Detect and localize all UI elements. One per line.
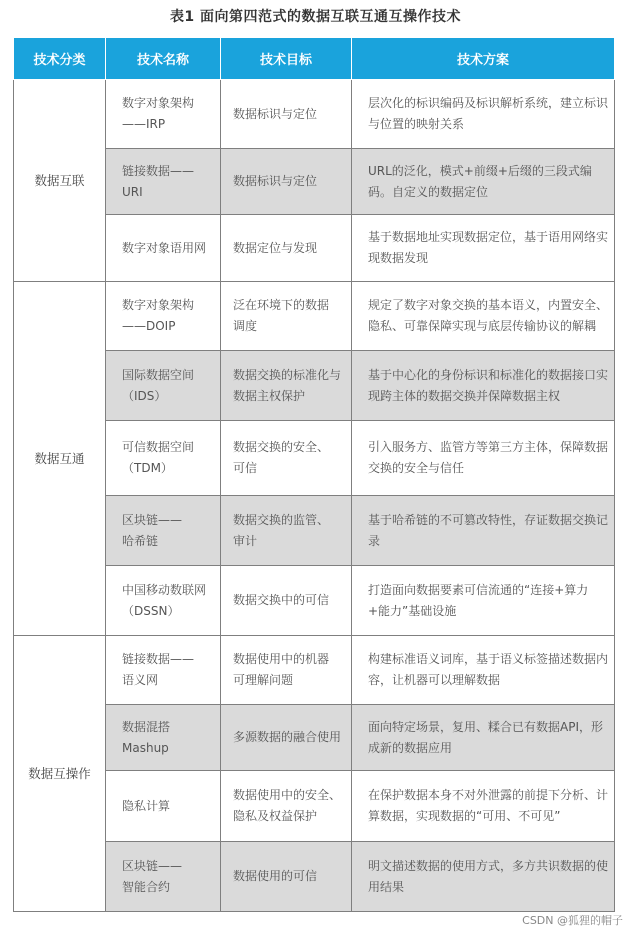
tech-plan-cell: 在保护数据本身不对外泄露的前提下分析、计算数据，实现数据的“可用、不可见”	[352, 771, 615, 842]
tech-goal-cell: 数据使用中的安全、 隐私及权益保护	[221, 771, 352, 842]
table-row	[14, 282, 615, 351]
tech-name-cell: 数字对象架构 ——DOIP	[106, 282, 221, 351]
tech-goal-cell: 数据定位与发现	[221, 215, 352, 282]
tech-goal-cell: 数据交换的监管、 审计	[221, 496, 352, 566]
tech-name-cell: 中国移动数联网 （DSSN）	[106, 566, 221, 636]
tech-goal-cell: 数据交换的标准化与 数据主权保护	[221, 351, 352, 421]
header-goal: 技术目标	[221, 38, 352, 80]
table-row	[14, 636, 615, 705]
tech-plan-cell: 基于数据地址实现数据定位，基于语用网络实现数据发现	[352, 215, 615, 282]
header-name: 技术名称	[106, 38, 221, 80]
tech-plan-cell: 基于哈希链的不可篡改特性，存证数据交换记录	[352, 496, 615, 566]
tech-plan-cell: 打造面向数据要素可信流通的“连接+算力+能力”基础设施	[352, 566, 615, 636]
tech-plan-cell: 规定了数字对象交换的基本语义，内置安全、隐私、可靠保障实现与底层传输协议的解耦	[352, 282, 615, 351]
tech-goal-cell: 多源数据的融合使用	[221, 705, 352, 771]
tech-name-cell: 链接数据—— URI	[106, 149, 221, 215]
tech-goal-cell: 数据标识与定位	[221, 149, 352, 215]
category-cell: 数据互通	[14, 282, 106, 636]
table-row	[14, 80, 615, 149]
tech-goal-cell: 数据交换中的可信	[221, 566, 352, 636]
tech-name-cell: 可信数据空间 （TDM）	[106, 421, 221, 496]
tech-name-cell: 区块链—— 智能合约	[106, 842, 221, 912]
tech-name-cell: 数据混搭 Mashup	[106, 705, 221, 771]
category-cell: 数据互联	[14, 80, 106, 282]
tech-plan-cell: 引入服务方、监管方等第三方主体，保障数据交换的安全与信任	[352, 421, 615, 496]
tech-name-cell: 链接数据—— 语义网	[106, 636, 221, 705]
tech-goal-cell: 数据标识与定位	[221, 80, 352, 149]
tech-name-cell: 国际数据空间 （IDS）	[106, 351, 221, 421]
tech-name-cell: 数字对象语用网	[106, 215, 221, 282]
tech-name-cell: 数字对象架构 ——IRP	[106, 80, 221, 149]
tech-plan-cell: URL的泛化，模式+前缀+后缀的三段式编码。自定义的数据定位	[352, 149, 615, 215]
tech-goal-cell: 数据交换的安全、 可信	[221, 421, 352, 496]
header-plan: 技术方案	[352, 38, 615, 80]
tech-name-cell: 隐私计算	[106, 771, 221, 842]
tech-goal-cell: 泛在环境下的数据 调度	[221, 282, 352, 351]
tech-plan-cell: 构建标准语义词库，基于语义标签描述数据内容，让机器可以理解数据	[352, 636, 615, 705]
header-row	[14, 38, 615, 80]
tech-plan-cell: 面向特定场景，复用、糅合已有数据API，形成新的数据应用	[352, 705, 615, 771]
header-category: 技术分类	[14, 38, 106, 80]
table-title: 表1 面向第四范式的数据互联互通互操作技术	[169, 9, 462, 25]
tech-goal-cell: 数据使用的可信	[221, 842, 352, 912]
tech-plan-cell: 基于中心化的身份标识和标准化的数据接口实现跨主体的数据交换并保障数据主权	[352, 351, 615, 421]
data-table	[13, 37, 615, 912]
tech-plan-cell: 明文描述数据的使用方式，多方共识数据的使用结果	[352, 842, 615, 912]
watermark: CSDN @狐狸的帽子	[522, 914, 623, 927]
category-cell: 数据互操作	[14, 636, 106, 912]
tech-name-cell: 区块链—— 哈希链	[106, 496, 221, 566]
tech-goal-cell: 数据使用中的机器 可理解问题	[221, 636, 352, 705]
tech-plan-cell: 层次化的标识编码及标识解析系统，建立标识与位置的映射关系	[352, 80, 615, 149]
